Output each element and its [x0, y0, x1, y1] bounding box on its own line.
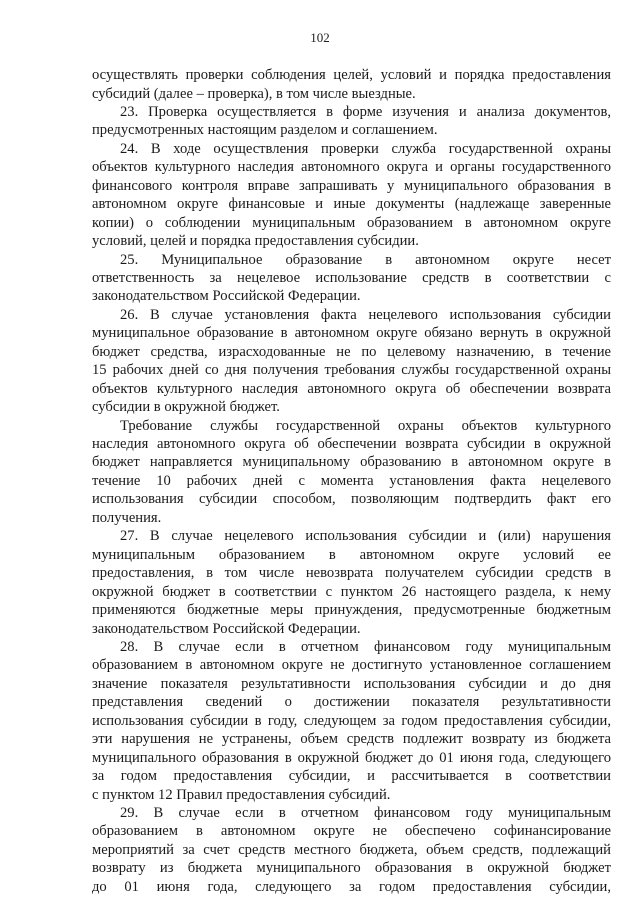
text-line: предоставления, в том числе невозврата получателем субсидии средств в — [92, 565, 611, 582]
text-line: с пунктом 12 Правил предоставления субсидий. — [92, 786, 391, 803]
text-line: законодательством Российской Федерации. — [92, 620, 361, 637]
text-line: мероприятий за счет средств местного бюджета, объем средств, подлежащий — [92, 841, 611, 858]
text-line: до 01 июня года, следующего за годом предоставления субсидии, — [92, 878, 611, 895]
text-line: муниципальное образование в автономном округе обязано вернуть в окружной — [92, 325, 611, 342]
text-line: 27. В случае нецелевого использования субсидии и (или) нарушения — [120, 528, 611, 545]
text-line: представления сведений о достижении показателя результативности — [92, 694, 611, 711]
text-line: 24. В ходе осуществления проверки служба государственной охраны — [120, 140, 611, 157]
text-line: субсидий (далее – проверка), в том числе выездные. — [92, 85, 416, 102]
text-line: объектов культурного наследия автономного округа об обеспечении возврата — [92, 380, 611, 397]
text-line: 29. В случае если в отчетном финансовом году муниципальным — [120, 805, 611, 821]
text-line: возврату из бюджета муниципального образования в окружной бюджет — [92, 860, 611, 877]
text-line: законодательством Российской Федерации. — [92, 288, 361, 305]
text-line: получения. — [92, 509, 162, 526]
text-line: эти нарушения не устранены, объем средств подлежит возврату из бюджета — [92, 731, 611, 748]
page-number: 102 — [310, 30, 330, 45]
text-line: ответственность за нецелевое использование средств в соответствии с — [92, 269, 611, 286]
text-line: предусмотренных настоящим разделом и соглашением. — [92, 122, 438, 139]
text-line: бюджет средства, израсходованные не по целевому назначению, в течение — [92, 343, 611, 360]
text-line: 28. В случае если в отчетном финансовом году муниципальным — [120, 638, 611, 655]
text-line: 15 рабочих дней со дня получения требования службы государственной охраны — [92, 362, 611, 379]
text-line: муниципальным образованием в автономном округе условий ее — [92, 546, 611, 563]
text-line: использования субсидии в году, следующем за годом предоставления субсидии, — [92, 712, 611, 729]
text-line: применяются бюджетные меры принуждения, предусмотренные бюджетным — [92, 602, 611, 618]
text-line: бюджет направляется муниципальному образованию в автономном округе в — [92, 454, 611, 471]
text-line: осуществлять проверки соблюдения целей, условий и порядка предоставления — [92, 67, 611, 83]
text-line: автономном округе финансовые и иные документы (надлежаще заверенные — [92, 196, 611, 213]
text-line: 26. В случае установления факта нецелевого использования субсидии — [120, 306, 611, 323]
text-line: Требование службы государственной охраны объектов культурного — [120, 417, 611, 434]
text-line: наследия автономного округа об обеспечении возврата субсидии в окружной — [92, 436, 611, 452]
text-line: субсидии в окружной бюджет. — [92, 399, 280, 416]
text-line: копии) о соблюдении муниципальным образованием в автономном округе — [92, 214, 611, 231]
text-line: окружной бюджет в соответствии с пунктом 26 настоящего раздела, к нему — [92, 583, 611, 600]
text-line: финансового контроля вправе запрашивать у муниципального образования в — [92, 177, 611, 194]
text-line: значение показателя результативности использования субсидии и до дня — [92, 675, 611, 692]
text-line: объектов культурного наследия автономного округа и органы государственного — [92, 159, 611, 176]
text-line: образованием в автономном округе не обеспечено софинансирование — [92, 823, 611, 840]
text-line: образованием в автономном округе не достигнуто установленное соглашением — [92, 657, 611, 674]
text-line: 23. Проверка осуществляется в форме изучения и анализа документов, — [120, 103, 611, 120]
text-line: за годом предоставления субсидии, и рассчитывается в соответствии — [92, 768, 611, 785]
text-line: условий, целей и порядка предоставления субсидии. — [92, 233, 419, 249]
text-line: течение 10 рабочих дней с момента установления факта нецелевого — [92, 472, 611, 489]
text-line: муниципального образования в окружной бюджет до 01 июня года, следующего — [92, 749, 611, 766]
text-line: 25. Муниципальное образование в автономном округе несет — [120, 251, 611, 268]
text-line: использования субсидии способом, позволяющим подтвердить факт его — [92, 491, 611, 508]
